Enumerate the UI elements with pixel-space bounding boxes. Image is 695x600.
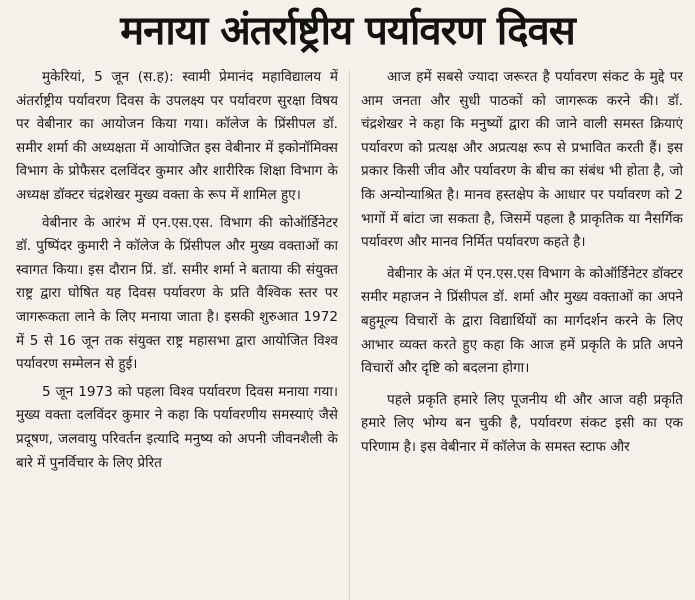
left-paragraph-3: 5 जून 1973 को पहला विश्व पर्यावरण दिवस मनाया गया। मुख्य वक्ता दलविंदर कुमार ने कहा कि पर्यावरणीय समस्याएं जैसे प्रदूषण, जलवायु परिवर्तन इत्यादि मनुष्य को अपनी जीवनशैली के बारे में पुनर्विचार के लिए प्रेरित xyxy=(16,383,338,471)
article-left-column xyxy=(16,66,338,600)
column-divider xyxy=(349,70,350,600)
right-paragraph-1: आज हमें सबसे ज्यादा जरूरत है पर्यावरण संकट के मुद्दे पर आम जनता और सुधी पाठकों को जागरूक करने की। डॉ. चंद्रशेखर ने कहा कि मनुष्यों द्वारा की जाने वाली समस्त क्रियाएं पर्यावरण को प्रत्यक्ष और अप्रत्यक्ष रूप से प्रभावित करती हैं। इस प्रकार किसी जीव और पर्यावरण के बीच का संबंध भी होता है, जो कि अन्योन्याश्रित है। मानव हस्तक्षेप के आधार पर पर्यावरण को 2 भागों में बांटा जा सकता है, जिसमें पहला है प्राकृतिक या नैसर्गिक पर्यावरण और मानव निर्मित पर्यावरण कहते है। xyxy=(361,69,683,251)
article-right-column xyxy=(361,66,683,600)
left-paragraph-2: वेबीनार के आरंभ में एन.एस.एस. विभाग की कोऑर्डिनेटर डॉ. पुष्पिंदर कुमारी ने कॉलेज के प्रिंसीपल और मुख्य वक्ताओं का स्वागत किया। इस दौरान प्रिं. डॉ. समीर शर्मा ने बताया की संयुक्त राष्ट्र द्वारा घोषित यह दिवस पर्यावरण के प्रति वैश्विक स्तर पर जागरूकता लाने के लिए मनाया जाता है। इसकी शुरुआत 1972 में 5 से 16 जून तक संयुक्त राष्ट्र महासभा द्वारा आयोजित विश्व पर्यावरण सम्मेलन से हुई। xyxy=(16,214,338,373)
right-paragraph-3: पहले प्रकृति हमारे लिए पूजनीय थी और आज वही प्रकृति हमारे लिए भोग्य बन चुकी है, पर्यावरण संकट इसी का एक परिणाम है। इस वेबीनार में कॉलेज के समस्त स्टाफ और xyxy=(361,391,683,455)
article-headline: मनाया अंतर्राष्ट्रीय पर्यावरण दिवस xyxy=(120,8,575,54)
left-paragraph-1: मुकेरियां, 5 जून (स.ह): स्वामी प्रेमानंद महाविद्यालय में अंतर्राष्ट्रीय पर्यावरण दिवस के उपलक्ष्य पर पर्यावरण सुरक्षा विषय पर वेबीनार का आयोजन किया गया। कॉलेज के प्रिंसीपल डॉ. समीर शर्मा की अध्यक्षता में आयोजित इस वेबीनार में इकोनॉमिक्स विभाग के प्रोफैसर दलविंदर कुमार और शारीरिक शिक्षा विभाग के अध्यक्ष डॉक्टर चंद्रशेखर मुख्य वक्ता के रूप में शामिल हुए। xyxy=(16,69,338,203)
right-paragraph-2: वेबीनार के अंत में एन.एस.एस विभाग के कोऑर्डिनेटर डॉक्टर समीर महाजन ने प्रिंसीपल डॉ. शर्मा और मुख्य वक्ताओं का अपने बहुमूल्य विचारों के द्वारा विद्यार्थियों का मार्गदर्शन करने के लिए आभार व्यक्त करते हुए कहा कि आज हमें प्रकृति के प्रति अपने विचारों और दृष्टि को बदलना होगा। xyxy=(361,265,683,377)
